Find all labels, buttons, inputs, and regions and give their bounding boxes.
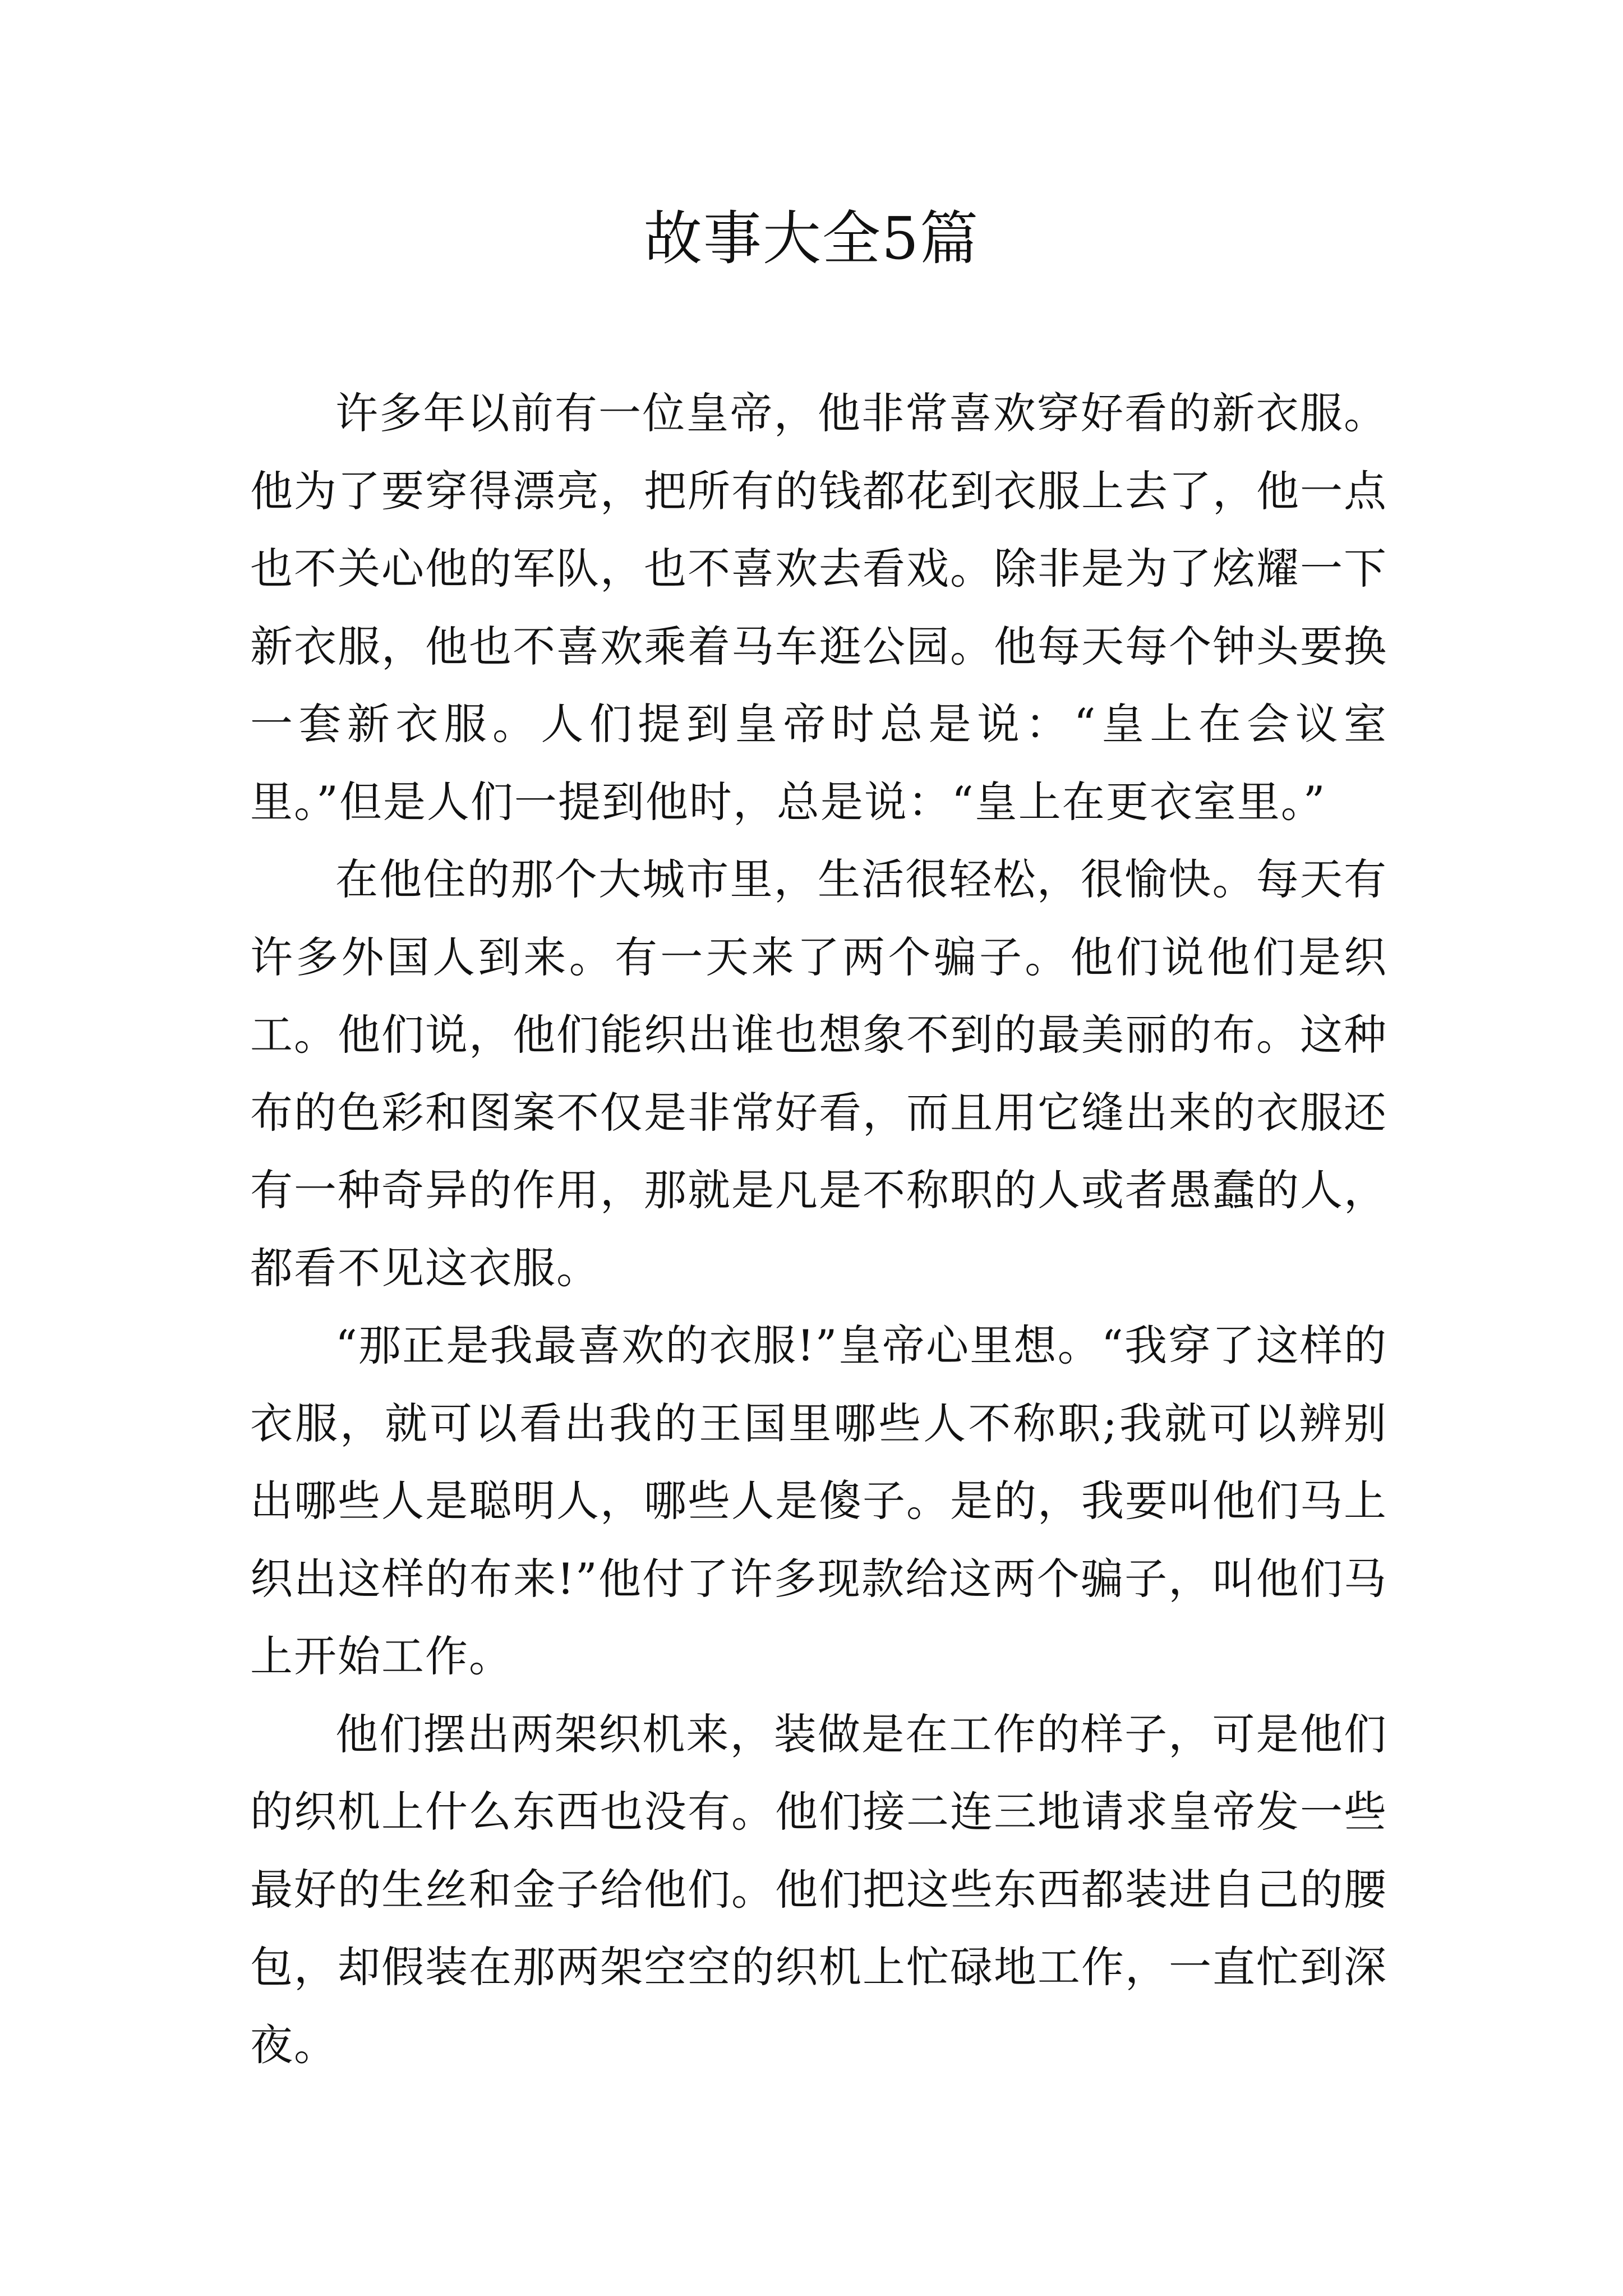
paragraph-4: 他们摆出两架织机来，装做是在工作的样子，可是他们的织机上什么东西也没有。他们接二连三地请求皇帝发一些最好的生丝和金子给他们。他们把这些东西都装进自己的腰包，却假装在那两架空空的织机上忙碌地工作，一直忙到深夜。 [250,1709,1387,2070]
paragraph-3: “那正是我最喜欢的衣服!”皇帝心里想。“我穿了这样的衣服，就可以看出我的王国里哪些人不称职;我就可以辨别出哪些人是聪明人，哪些人是傻子。是的，我要叫他们马上织出这样的布来!”他付了许多现款给这两个骗子，叫他们马上开始工作。 [250,1320,1387,1681]
document-body [250,375,1387,2084]
paragraph-2: 在他住的那个大城市里，生活很轻松，很愉快。每天有许多外国人到来。有一天来了两个骗子。他们说他们是织工。他们说，他们能织出谁也想象不到的最美丽的布。这种布的色彩和图案不仅是非常好看，而且用它缝出来的衣服还有一种奇异的作用，那就是凡是不称职的人或者愚蠢的人，都看不见这衣服。 [250,854,1387,1293]
document-title: 故事大全5篇 [643,204,980,273]
paragraph-1: 许多年以前有一位皇帝，他非常喜欢穿好看的新衣服。他为了要穿得漂亮，把所有的钱都花到衣服上去了，他一点也不关心他的军队，也不喜欢去看戏。除非是为了炫耀一下新衣服，他也不喜欢乘着马车逛公园。他每天每个钟头要换一套新衣服。人们提到皇帝时总是说：“皇上在会议室里。”但是人们一提到他时，总是说：“皇上在更衣室里。” [250,388,1387,827]
